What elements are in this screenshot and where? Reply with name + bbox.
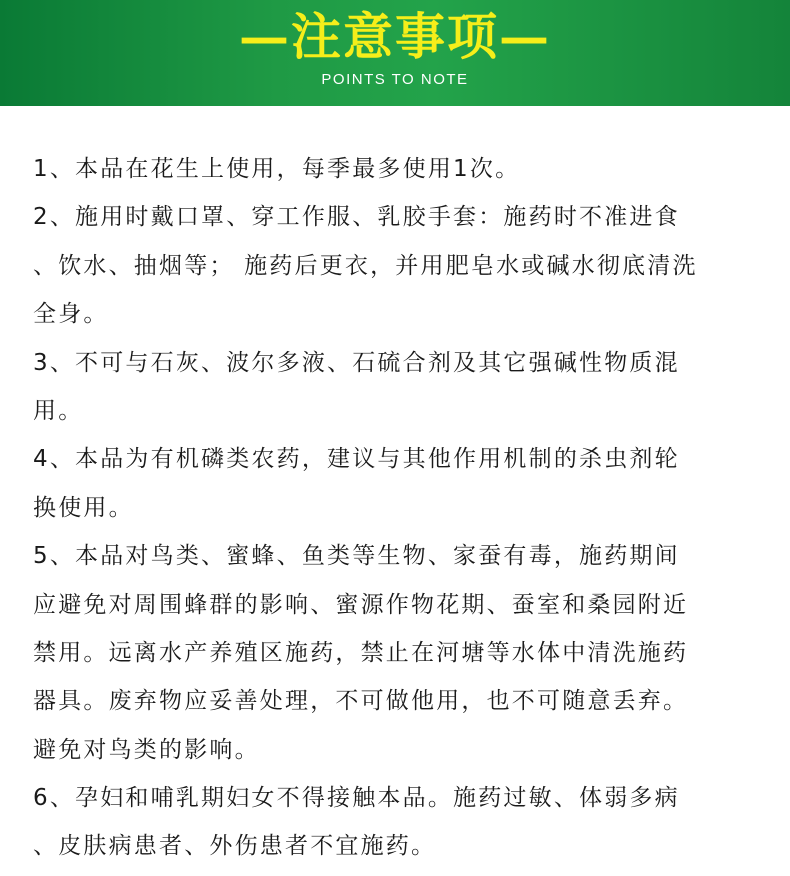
- text-line: 器具。废弃物应妥善处理，不可做他用，也不可随意丢弃。: [33, 688, 689, 715]
- text-line: 禁用。远离水产养殖区施药，禁止在河塘等水体中清洗施药: [33, 639, 689, 666]
- text-line: 2、施用时戴口罩、穿工作服、乳胶手套：施药时不准进食: [33, 204, 680, 231]
- notes-body: [33, 145, 763, 871]
- text-line: 、皮肤病患者、外伤患者不宜施药。: [33, 833, 437, 860]
- text-line: 5、本品对鸟类、蜜蜂、鱼类等生物、家蚕有毒，施药期间: [33, 543, 680, 570]
- text-line: 3、不可与石灰、波尔多液、石硫合剂及其它强碱性物质混: [33, 349, 680, 376]
- text-line: 用。: [33, 397, 84, 424]
- text-line: 应避免对周围蜂群的影响、蜜源作物花期、蚕室和桑园附近: [33, 591, 689, 618]
- header-banner: [0, 0, 790, 106]
- text-line: 、饮水、抽烟等； 施药后更衣，并用肥皂水或碱水彻底清洗: [33, 252, 698, 279]
- text-line: 全身。: [33, 301, 109, 328]
- page-subtitle: POINTS TO NOTE: [321, 71, 469, 88]
- text-line: 4、本品为有机磷类农药，建议与其他作用机制的杀虫剂轮: [33, 446, 680, 473]
- text-line: 避免对鸟类的影响。: [33, 736, 260, 763]
- text-line: 6、孕妇和哺乳期妇女不得接触本品。施药过敏、体弱多病: [33, 785, 680, 812]
- text-line: 换使用。: [33, 494, 134, 521]
- page-title: —注意事项—: [239, 7, 551, 66]
- text-line: 1、本品在花生上使用，每季最多使用1次。: [33, 156, 521, 182]
